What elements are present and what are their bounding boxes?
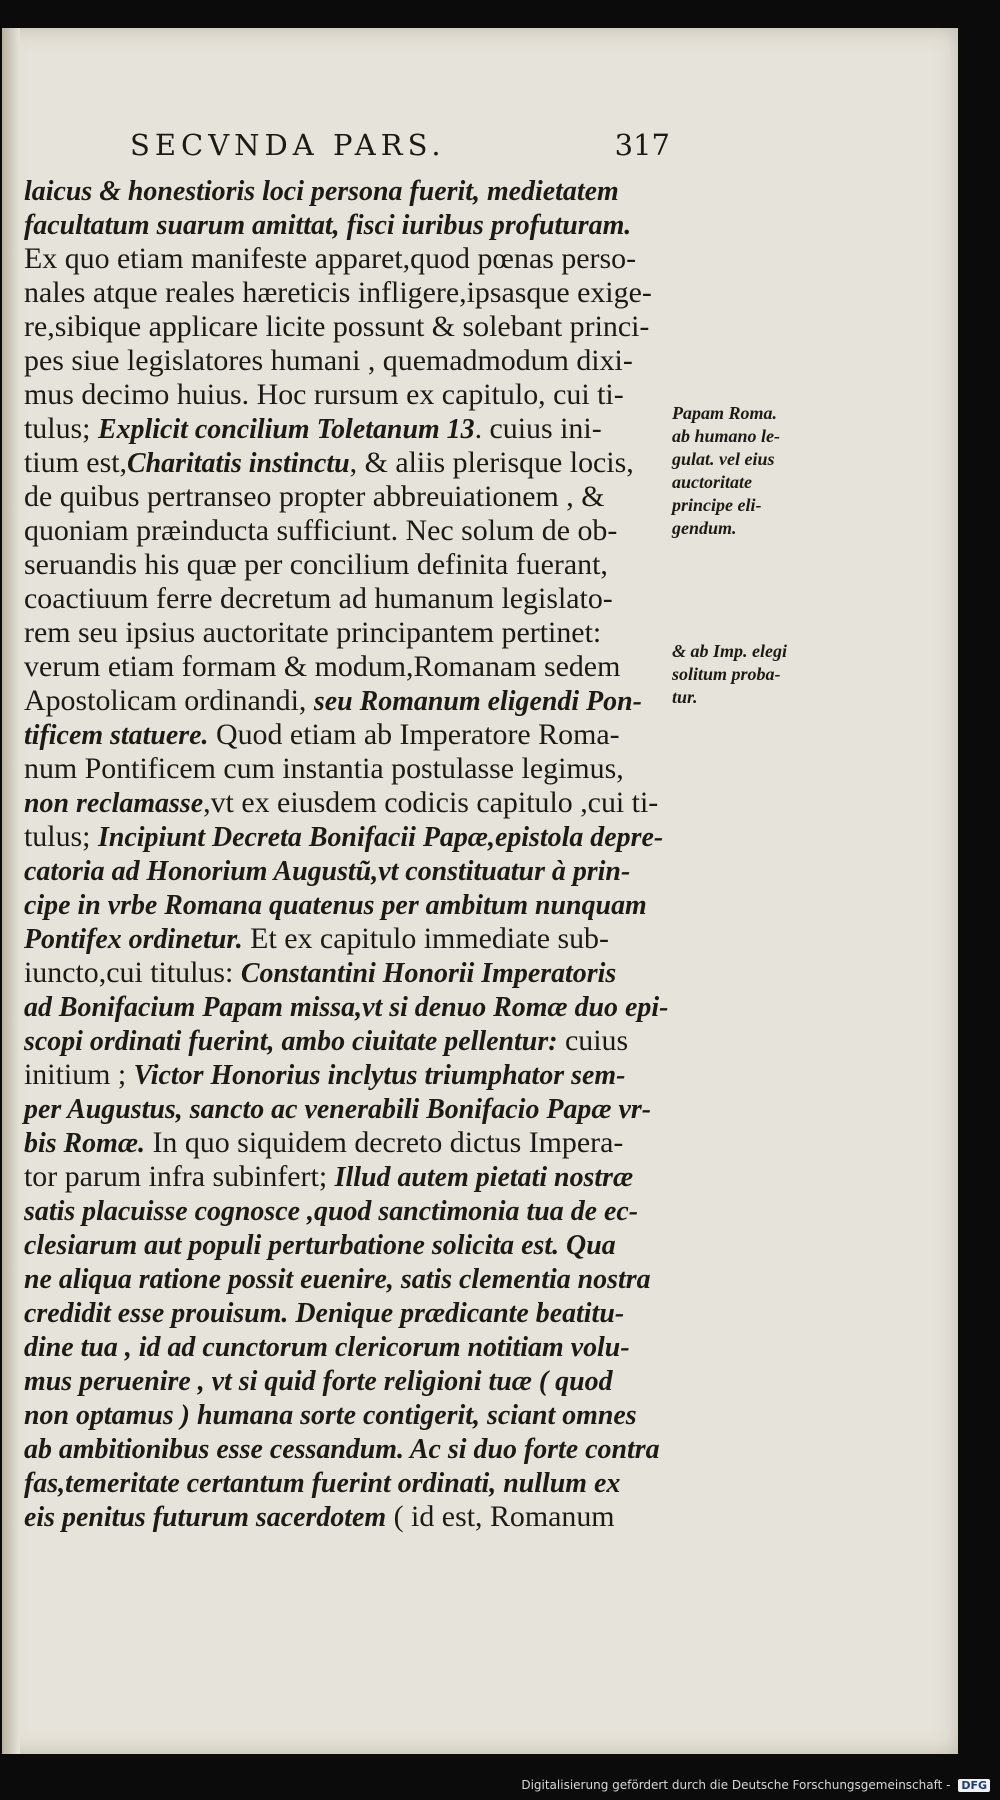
roman-run: Apostolicam ordinandi, <box>24 684 314 717</box>
text-line <box>24 412 672 446</box>
text-line <box>24 1296 672 1330</box>
text-line <box>24 1432 672 1466</box>
text-line <box>24 1160 672 1194</box>
text-line <box>24 1364 672 1398</box>
italic-run: per Augustus, sancto ac venerabili Bonifacio Papæ vr- <box>24 1094 652 1125</box>
text-line <box>24 276 672 310</box>
roman-run: cuius <box>557 1024 629 1057</box>
margin-note-line: & ab Imp. elegi <box>672 641 787 661</box>
text-line <box>24 922 672 956</box>
roman-run: , & aliis plerisque locis, <box>349 446 634 479</box>
italic-run: Explicit concilium Toletanum 13 <box>97 414 475 445</box>
italic-run: clesiarum aut populi perturbatione solicita est. Qua <box>24 1230 616 1261</box>
margin-note-line: gulat. vel eius <box>672 449 775 469</box>
italic-run: Pontifex ordinetur. <box>24 924 243 955</box>
roman-run: seruandis his quæ per concilium definita fuerant, <box>24 548 608 581</box>
roman-run: nales atque reales hæreticis infligere,ipsasque exige- <box>24 276 652 309</box>
italic-run: satis placuisse cognosce ,quod sanctimonia tua de ec- <box>24 1196 639 1227</box>
main-text-block <box>24 174 674 1534</box>
roman-run: In quo siquidem decreto dictus Impera- <box>144 1126 624 1159</box>
italic-run: mus peruenire , vt si quid forte religioni tuæ ( quod <box>24 1366 613 1397</box>
roman-run: mus decimo huius. Hoc rursum ex capitulo, cui ti- <box>24 378 624 411</box>
text-line <box>24 1092 672 1126</box>
text-line <box>24 684 672 718</box>
text-line <box>24 820 672 854</box>
italic-run: non reclamasse <box>24 788 204 819</box>
text-line <box>24 1194 672 1228</box>
text-line <box>24 310 672 344</box>
italic-run: ab ambitionibus esse cessandum. Ac si duo forte contra <box>24 1434 660 1465</box>
text-line <box>24 208 672 242</box>
roman-run: pes siue legislatores humani , quemadmodum dixi- <box>24 344 633 377</box>
roman-run: Quod etiam ab Imperatore Roma- <box>208 718 620 751</box>
italic-run: seu Romanum eligendi Pon- <box>313 686 642 717</box>
roman-run: ,vt ex eiusdem codicis capitulo ,cui ti- <box>203 786 659 819</box>
digitization-credit <box>521 1778 990 1792</box>
text-line <box>24 378 672 412</box>
text-line <box>24 888 672 922</box>
italic-run: bis Romæ. <box>24 1128 145 1159</box>
italic-run: Constantini Honorii Imperatoris <box>240 958 617 989</box>
text-line <box>24 1024 672 1058</box>
text-line <box>24 514 672 548</box>
text-line <box>24 344 672 378</box>
roman-run: tium est, <box>24 446 128 479</box>
margin-note-line: ab humano le- <box>672 426 781 446</box>
roman-run: iuncto,cui titulus: <box>24 956 241 989</box>
roman-run: tulus; <box>24 412 98 445</box>
page-number: 317 <box>614 128 670 162</box>
text-line <box>24 1058 672 1092</box>
margin-note-line: principe eli- <box>672 495 762 515</box>
roman-run: Et ex capitulo immediate sub- <box>242 922 609 955</box>
dfg-logo: DFG <box>958 1779 990 1792</box>
text-line <box>24 718 672 752</box>
text-line <box>24 582 672 616</box>
roman-run: quoniam præinducta sufficiunt. Nec solum de ob- <box>24 514 618 547</box>
text-line <box>24 446 672 480</box>
italic-run: ne aliqua ratione possit euenire, satis clementia nostra <box>24 1264 651 1295</box>
text-line <box>24 1262 672 1296</box>
margin-note-line: solitum proba- <box>672 664 781 684</box>
margin-note-imp-elegi <box>672 640 822 709</box>
italic-run: facultatum suarum amittat, fisci iuribus profuturam. <box>24 210 632 241</box>
text-line <box>24 616 672 650</box>
italic-run: non optamus ) humana sorte contigerit, sciant omnes <box>24 1400 637 1431</box>
roman-run: re,sibique applicare licite possunt & solebant princi- <box>24 310 650 343</box>
text-line <box>24 480 672 514</box>
roman-run: tulus; <box>24 820 98 853</box>
text-line <box>24 1500 672 1534</box>
roman-run: tor parum infra subinfert; <box>24 1160 335 1193</box>
italic-run: tificem statuere. <box>24 720 209 751</box>
book-page <box>2 28 958 1754</box>
text-line <box>24 650 672 684</box>
text-line <box>24 1330 672 1364</box>
italic-run: laicus & honestioris loci persona fuerit, medietatem <box>24 176 619 207</box>
text-line <box>24 174 672 208</box>
roman-run: rem seu ipsius auctoritate principantem pertinet: <box>24 616 602 649</box>
margin-note-line: auctoritate <box>672 472 752 492</box>
roman-run: coactiuum ferre decretum ad humanum legislato- <box>24 582 613 615</box>
credit-text: Digitalisierung gefördert durch die Deutsche Forschungsgemeinschaft - <box>521 1778 951 1792</box>
italic-run: dine tua , id ad cunctorum clericorum notitiam volu- <box>24 1332 630 1363</box>
text-line <box>24 854 672 888</box>
italic-run: ad Bonifacium Papam missa,vt si denuo Romæ duo epi- <box>24 992 669 1023</box>
text-line <box>24 548 672 582</box>
roman-run: verum etiam formam & modum,Romanam sedem <box>24 650 621 683</box>
margin-note-papam-roma <box>672 402 822 540</box>
page-header <box>130 128 670 168</box>
margin-note-line: gendum. <box>672 518 737 538</box>
roman-run: de quibus pertranseo propter abbreuiationem , & <box>24 480 605 513</box>
text-line <box>24 1398 672 1432</box>
text-line <box>24 786 672 820</box>
text-line <box>24 956 672 990</box>
italic-run: cipe in vrbe Romana quatenus per ambitum nunquam <box>24 890 647 921</box>
italic-run: fas,temeritate certantum fuerint ordinati, nullum ex <box>24 1468 621 1499</box>
italic-run: Illud autem pietati nostræ <box>334 1162 634 1193</box>
text-line <box>24 1126 672 1160</box>
italic-run: Charitatis instinctu <box>127 448 350 479</box>
margin-note-line: Papam Roma. <box>672 403 778 423</box>
running-head: SECVNDA PARS. <box>130 128 446 162</box>
roman-run: initium ; <box>24 1058 134 1091</box>
text-line <box>24 1466 672 1500</box>
italic-run: Incipiunt Decreta Bonifacii Papæ,epistola depre- <box>97 822 664 853</box>
italic-run: credidit esse prouisum. Denique prædicante beatitu- <box>24 1298 625 1329</box>
italic-run: Victor Honorius inclytus triumphator sem- <box>133 1060 626 1091</box>
text-line <box>24 242 672 276</box>
roman-run: Ex quo etiam manifeste apparet,quod pœnas perso- <box>24 242 637 275</box>
roman-run: ( id est, Romanum <box>386 1500 615 1533</box>
italic-run: catoria ad Honorium Augustũ,vt constituatur à prin- <box>24 856 631 887</box>
italic-run: scopi ordinati fuerint, ambo ciuitate pellentur: <box>24 1026 558 1057</box>
italic-run: eis penitus futurum sacerdotem <box>24 1502 387 1533</box>
roman-run: num Pontificem cum instantia postulasse legimus, <box>24 752 624 785</box>
page-spine-shadow <box>2 28 20 1754</box>
margin-note-line: tur. <box>672 687 698 707</box>
text-line <box>24 990 672 1024</box>
text-line <box>24 752 672 786</box>
roman-run: . cuius ini- <box>474 412 602 445</box>
text-line <box>24 1228 672 1262</box>
